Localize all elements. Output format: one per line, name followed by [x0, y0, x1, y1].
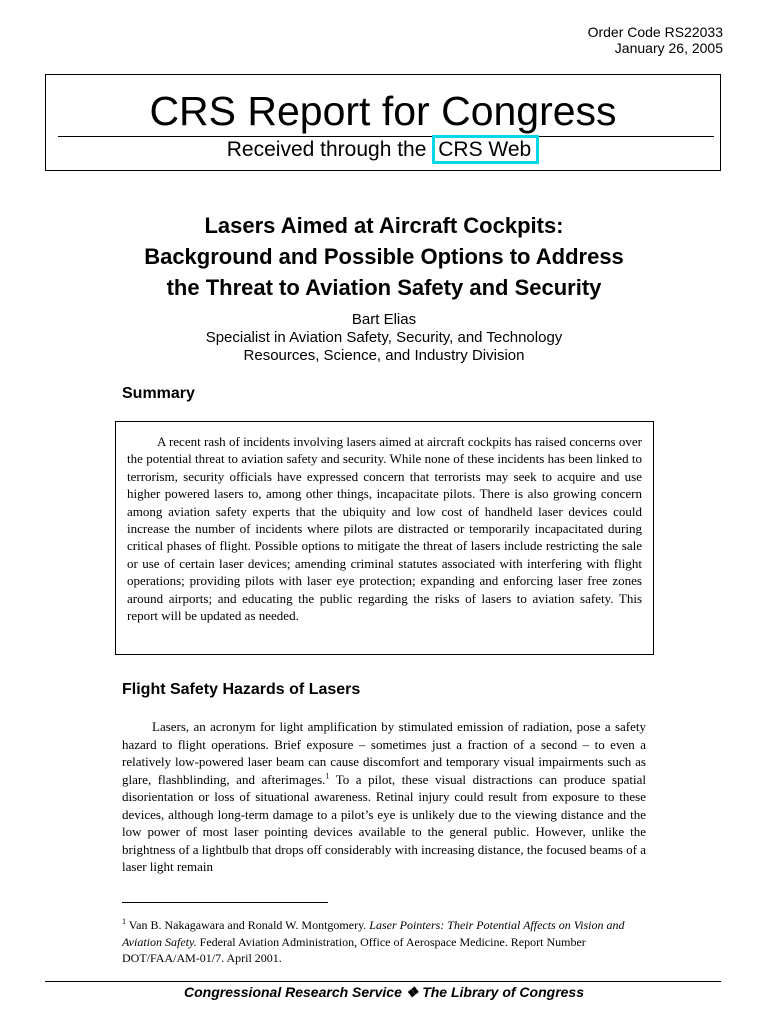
- footnote-number: 1: [122, 917, 126, 926]
- footnote: [122, 917, 650, 967]
- body-paragraph: [122, 718, 646, 876]
- footer-divider: [45, 981, 721, 982]
- body-paragraph-part-2: To a pilot, these visual distractions can produce spatial disorientation or loss of situational awareness. Retinal injury could result from exposure to these devices, although long-term damage to a pilot’s eye is unlikely due to the viewing distance and the low power of most laser pointing devices available to the general public. However, unlike the brightness of a lightbulb that drops off considerably with increasing distance, the focused beams of a laser light remain: [122, 771, 646, 874]
- report-title-line-2: Background and Possible Options to Address: [144, 244, 624, 269]
- banner-subtitle: [46, 137, 720, 163]
- body-paragraph-part-1: Lasers, an acronym for light amplification by stimulated emission of radiation, pose a safety hazard to flight operations. Brief exposure – sometimes just a fraction of a second – to even a relatively low-powered laser beam can cause discomfort and temporary visual impairments such as glare, flashblinding, and afterimages.: [122, 719, 646, 787]
- summary-box: [115, 421, 654, 655]
- summary-heading: Summary: [122, 385, 195, 402]
- crs-web-link[interactable]: CRS Web: [432, 135, 539, 164]
- order-code: Order Code RS22033: [587, 24, 723, 40]
- footnote-authors: Van B. Nakagawara and Ronald W. Montgomery.: [126, 918, 370, 932]
- section-heading: Flight Safety Hazards of Lasers: [122, 681, 361, 698]
- author-name: Bart Elias: [351, 311, 417, 328]
- author-title: Specialist in Aviation Safety, Security, and Technology: [205, 329, 563, 346]
- author-block: [0, 311, 768, 365]
- crs-banner: [45, 74, 721, 171]
- banner-subtitle-prefix: Received through the: [226, 138, 433, 161]
- footnote-divider: [122, 902, 328, 903]
- banner-title: CRS Report for Congress: [149, 88, 617, 134]
- footer-text: Congressional Research Service ❖ The Library of Congress: [183, 984, 585, 1000]
- report-title-line-3: the Threat to Aviation Safety and Security: [166, 275, 602, 300]
- author-division: Resources, Science, and Industry Division: [243, 347, 525, 364]
- order-code-block: [588, 24, 723, 56]
- report-title-line-1: Lasers Aimed at Aircraft Cockpits:: [204, 213, 564, 238]
- footnote-rest: Federal Aviation Administration, Office of Aerospace Medicine. Report Number DOT/FAA/AM-01/7. April 2001.: [122, 934, 586, 965]
- report-date: January 26, 2005: [614, 40, 723, 56]
- report-title: [0, 210, 768, 303]
- footnote-title: Laser Pointers: Their Potential Affects on Vision and Aviation Safety.: [122, 918, 625, 949]
- footnote-reference[interactable]: 1: [325, 771, 330, 781]
- summary-text: A recent rash of incidents involving lasers aimed at aircraft cockpits has raised concerns over the potential threat to aviation safety and security. While none of these incidents has been linked to terrorism, security officials have expressed concern that terrorists may seek to acquire and use higher powered lasers to, among other things, incapacitate pilots. There is also growing concern among aviation safety experts that the ubiquity and low cost of handheld laser devices could increase the number of incidents where pilots are distracted or temporarily incapacitated during critical phases of flight. Possible options to mitigate the threat of lasers include restricting the sale or use of certain laser devices; amending criminal statutes associated with interfering with flight operations; providing pilots with laser eye protection; expanding and enforcing laser free zones around airports; and educating the public regarding the risks of lasers to aviation safety. This report will be updated as needed.: [127, 434, 642, 624]
